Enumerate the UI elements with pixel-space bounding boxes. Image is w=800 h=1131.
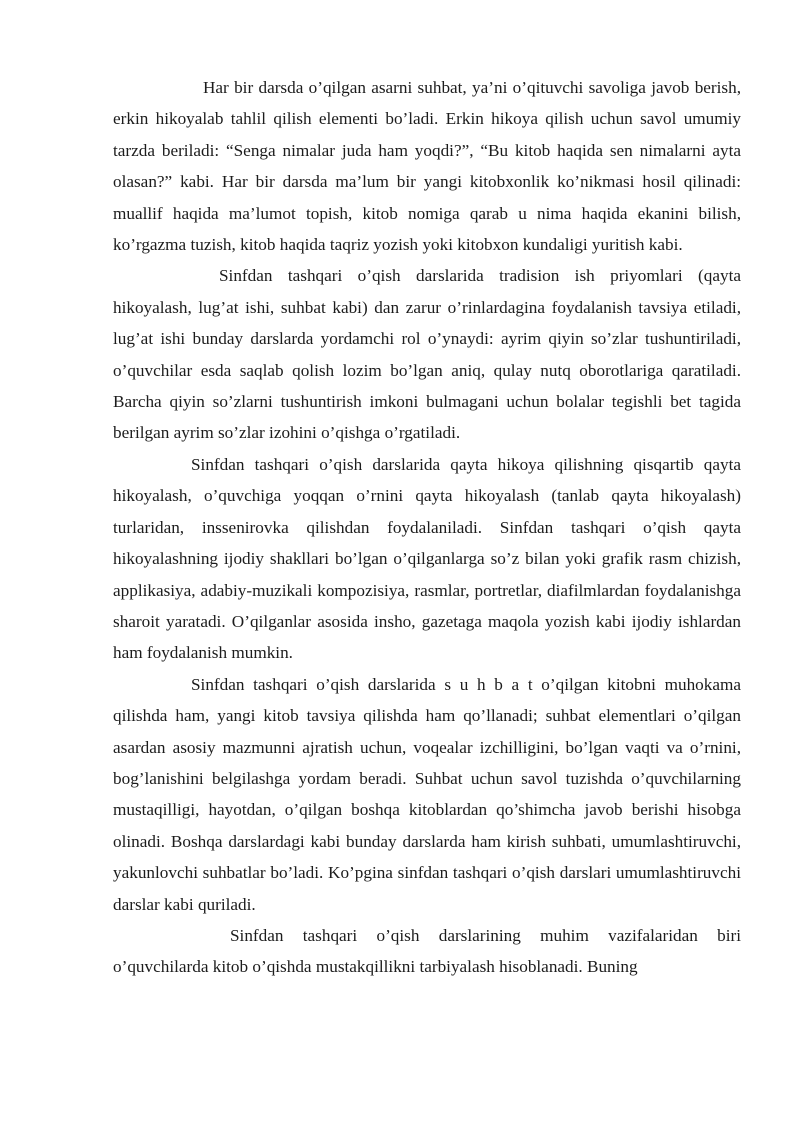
paragraph-4: Sinfdan tashqari o’qish darslarida s u h b a t o’qilgan kitobni muhokama qilishda ham, yangi kitob tavsiya qilishda ham qo’llanadi; suhbat elementlari o’qilgan asardan asosiy mazmunni ajratish uchun, voqealar izchilligini, bo’lgan vaqti va o’rnini, bog’lanishini belgilashga yordam beradi. Suhbat uchun savol tuzishda o’quvchilarning mustaqilligi, hayotdan, o’qilgan boshqa kitoblardan qo’shimcha javob berishi hisobga olinadi. Boshqa darslardagi kabi bunday darslarda ham kirish suhbati, umumlashtiruvchi, yakunlovchi suhbatlar bo’ladi. Ko’pgina sinfdan tashqari o’qish darslari umumlashtiruvchi darslar kabi quriladi. [113, 674, 741, 914]
paragraph-1: Har bir darsda o’qilgan asarni suhbat, ya’ni o’qituvchi savoliga javob berish, erkin hikoyalab tahlil qilish elementi bo’ladi. Erkin hikoya qilish uchun savol umumiy tarzda beriladi: “Senga nimalar juda ham yoqdi?”, “Bu kitob haqida sen nimalarni ayta olasan?” kabi. Har bir darsda ma’lum bir yangi kitobxonlik ko’nikmasi hosil qilinadi: muallif haqida ma’lumot topish, kitob nomiga qarab u nima haqida ekanini bilish, ko’rgazma tuzish, kitob haqida taqriz yozish yoki kitobxon kundaligi yuritish kabi. [113, 78, 741, 255]
paragraph-5: Sinfdan tashqari o’qish darslarining muhim vazifalaridan biri o’quvchilarda kitob o’qishda mustakqillikni tarbiyalash hisoblanadi. Buning [113, 925, 741, 977]
paragraph-3: Sinfdan tashqari o’qish darslarida qayta hikoya qilishning qisqartib qayta hikoyalash, o’quvchiga yoqqan o’rnini qayta hikoyalash (tanlab qayta hikoyalash) turlaridan, inssenirovka qilishdan foydalaniladi. Sinfdan tashqari o’qish qayta hikoyalashning ijodiy shakllari bo’lgan o’qilganlarga so’z bilan yoki grafik rasm chizish, applikasiya, adabiy-muzikali kompozisiya, rasmlar, portretlar, diafilmlardan foydalanishga sharoit yaratadi. O’qilganlar asosida insho, gazetaga maqola yozish kabi ijodiy ishlardan ham foydalanish mumkin. [113, 454, 741, 663]
paragraph-2: Sinfdan tashqari o’qish darslarida tradision ish priyomlari (qayta hikoyalash, lug’at ishi, suhbat kabi) dan zarur o’rinlardagina foydalanish tavsiya etiladi, lug’at ishi bunday darslarda yordamchi rol o’ynaydi: ayrim qiyin so’zlar tushuntiriladi, o’quvchilar esda saqlab qolish lozim bo’lgan aniq, qulay nutq oborotlariga qaratiladi. Barcha qiyin so’zlarni tushuntirish imkoni bulmagani uchun bolalar tegishli bet tagida berilgan ayrim so’zlar izohini o’qishga o’rgatiladi. [113, 266, 741, 443]
body-text [113, 72, 741, 983]
